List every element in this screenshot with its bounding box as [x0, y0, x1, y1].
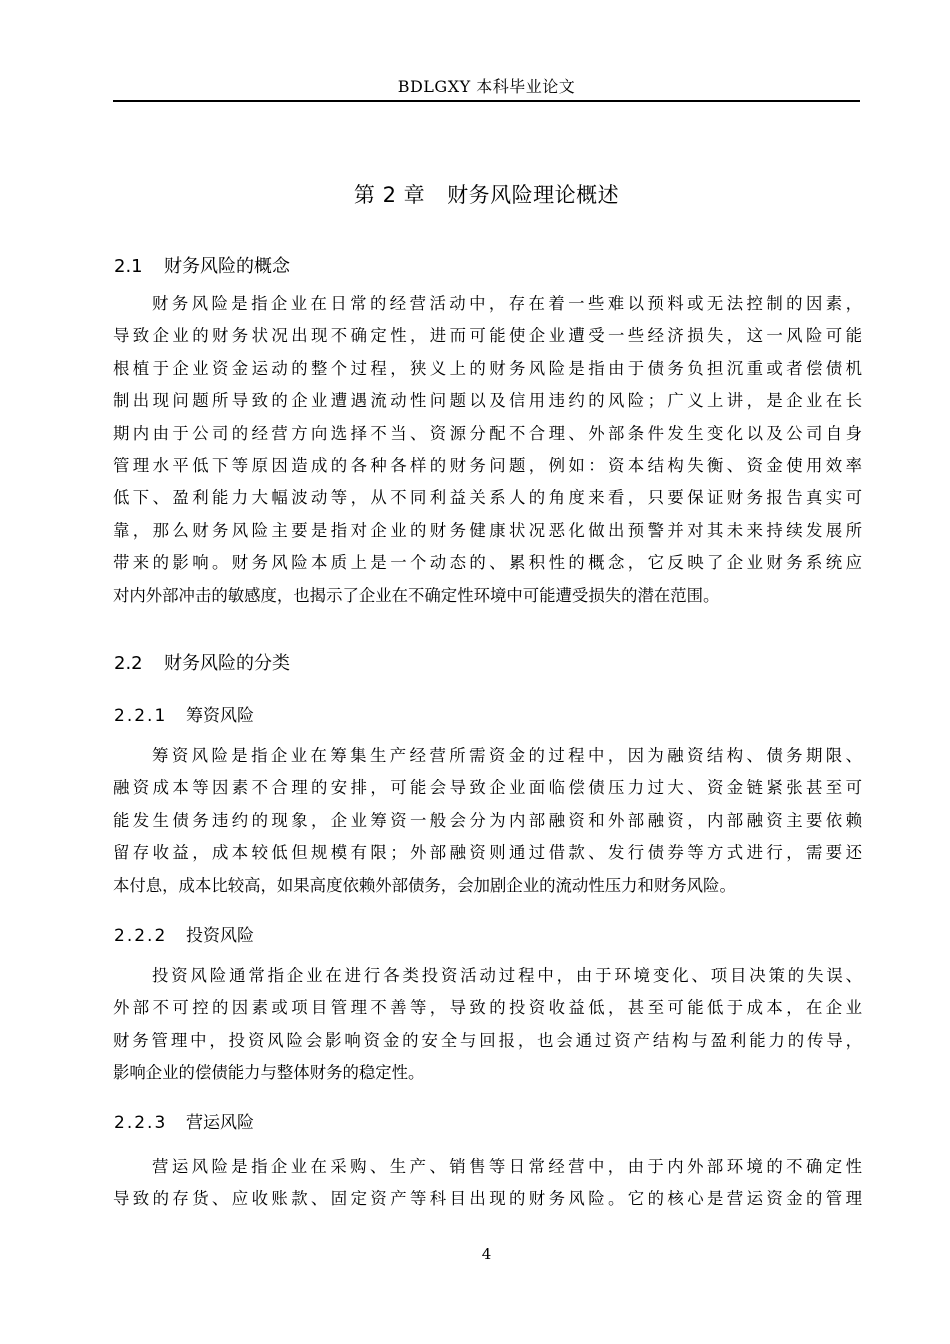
paragraph-line: 能发生债务违约的现象，企业筹资一般会分为内部融资和外部融资，内部融资主要依赖 — [113, 810, 862, 830]
paragraph-financing-risk — [113, 740, 862, 902]
chapter-title — [113, 181, 860, 209]
paragraph-investment-risk — [113, 960, 862, 1090]
paragraph-line: 外部不可控的因素或项目管理不善等，导致的投资收益低，甚至可能低于成本，在企业 — [113, 998, 862, 1018]
subsection-heading-2-2-3 — [114, 1111, 254, 1135]
subsection-number: 2.2.1 — [114, 706, 168, 726]
paragraph-line: 影响企业的偿债能力与整体财务的稳定性。 — [113, 1063, 425, 1083]
paragraph-line: 投资风险通常指企业在进行各类投资活动过程中，由于环境变化、项目决策的失误、 — [152, 966, 862, 985]
paragraph-line: 营运风险是指企业在采购、生产、销售等日常经营中，由于内外部环境的不确定性 — [152, 1157, 862, 1176]
paragraph-line: 本付息，成本比较高，如果高度依赖外部债务，会加剧企业的流动性压力和财务风险。 — [113, 875, 736, 895]
paragraph-line: 融资成本等因素不合理的安排，可能会导致企业面临偿债压力过大、资金链紧张甚至可 — [113, 778, 862, 798]
subsection-heading-2-2-1 — [114, 704, 254, 728]
paragraph-line: 对内外部冲击的敏感度，也揭示了企业在不确定性环境中可能遭受损失的潜在范围。 — [113, 585, 720, 605]
page-number: 4 — [481, 1245, 492, 1263]
subsection-title: 筹资风险 — [186, 706, 254, 726]
paragraph-financial-risk-concept — [113, 288, 862, 612]
chapter-name: 财务风险理论概述 — [447, 183, 620, 207]
paragraph-line: 筹资风险是指企业在筹集生产经营所需资金的过程中，因为融资结构、债务期限、 — [152, 746, 862, 765]
paragraph-line: 留存收益，成本较低但规模有限；外部融资则通过借款、发行债券等方式进行，需要还 — [113, 843, 862, 863]
section-title: 财务风险的概念 — [164, 256, 290, 277]
header-rule — [113, 100, 860, 102]
paragraph-line: 财务管理中，投资风险会影响资金的安全与回报，也会通过资产结构与盈利能力的传导， — [113, 1030, 862, 1050]
running-header: BDLGXY 本科毕业论文 — [397, 77, 576, 96]
chapter-number: 第 2 章 — [353, 183, 426, 207]
subsection-title: 营运风险 — [186, 1113, 254, 1133]
paragraph-line: 根植于企业资金运动的整个过程，狭义上的财务风险是指由于债务负担沉重或者偿债机 — [113, 358, 862, 378]
subsection-number: 2.2.3 — [114, 1113, 168, 1133]
paragraph-line: 低下、盈利能力大幅波动等，从不同利益关系人的角度来看，只要保证财务报告真实可 — [113, 488, 862, 508]
section-number: 2.2 — [114, 653, 143, 674]
subsection-number: 2.2.2 — [114, 926, 168, 946]
subsection-title: 投资风险 — [186, 926, 254, 946]
paragraph-line: 期内由于公司的经营方向选择不当、资源分配不合理、外部条件发生变化以及公司自身 — [113, 423, 862, 443]
paragraph-operating-risk — [113, 1151, 862, 1216]
section-heading-2-2 — [114, 652, 290, 676]
paragraph-line: 带来的影响。财务风险本质上是一个动态的、累积性的概念，它反映了企业财务系统应 — [113, 553, 862, 573]
paragraph-line: 导致的存货、应收账款、固定资产等科目出现的财务风险。它的核心是营运资金的管理 — [113, 1189, 862, 1209]
paragraph-line: 管理水平低下等原因造成的各种各样的财务问题，例如：资本结构失衡、资金使用效率 — [113, 455, 862, 475]
paragraph-line: 制出现问题所导致的企业遭遇流动性问题以及信用违约的风险；广义上讲，是企业在长 — [113, 391, 862, 411]
paragraph-line: 财务风险是指企业在日常的经营活动中，存在着一些难以预料或无法控制的因素， — [152, 294, 862, 313]
paragraph-line: 靠，那么财务风险主要是指对企业的财务健康状况恶化做出预警并对其未来持续发展所 — [113, 520, 862, 540]
paragraph-line: 导致企业的财务状况出现不确定性，进而可能使企业遭受一些经济损失，这一风险可能 — [113, 326, 862, 346]
section-heading-2-1 — [114, 255, 290, 279]
subsection-heading-2-2-2 — [114, 924, 254, 948]
section-number: 2.1 — [114, 256, 143, 277]
section-title: 财务风险的分类 — [164, 653, 290, 674]
